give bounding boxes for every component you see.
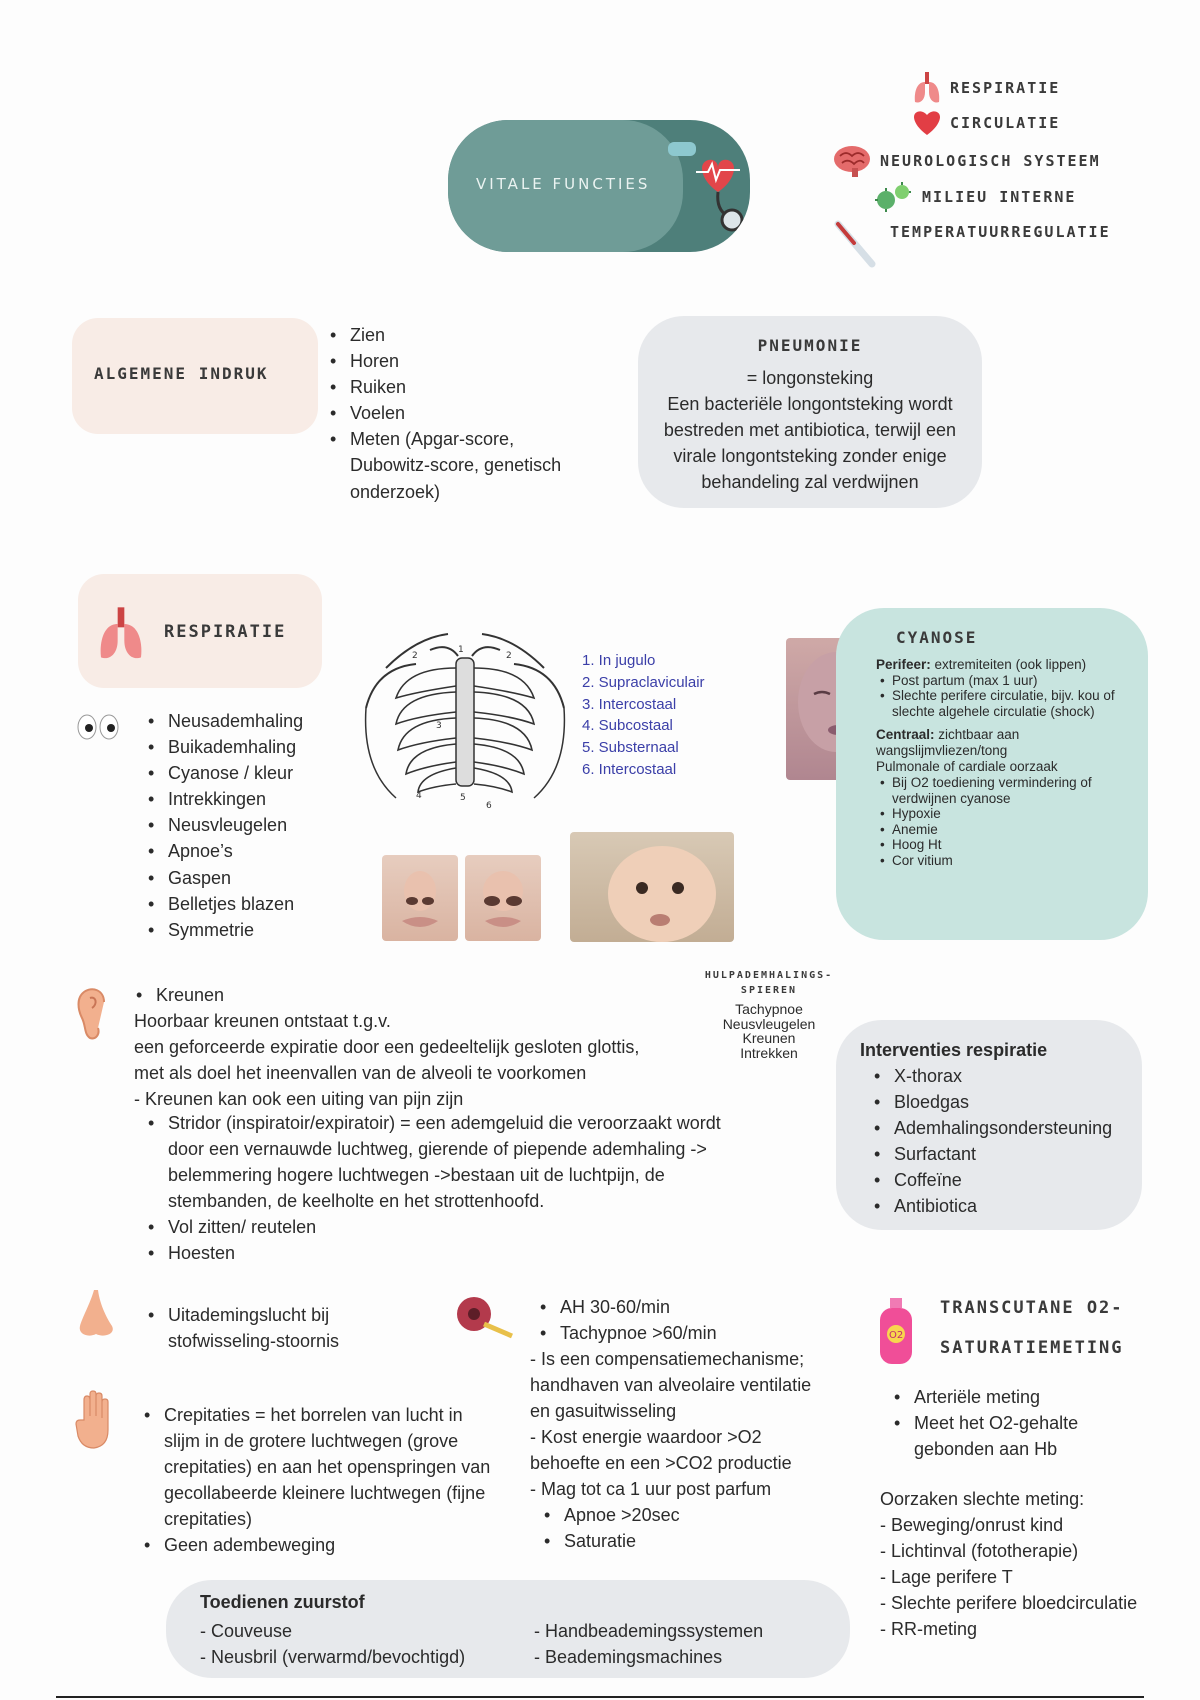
list-item: - Neusbril (verwarmd/bevochtigd) <box>200 1647 466 1668</box>
list-item: • Hoog Ht <box>876 837 1136 853</box>
list-item: Neusvleugelen <box>722 1015 816 1032</box>
list-item: • Slechte perifere circulatie, bijv. kou of slechte algehele circulatie (shock) <box>876 688 1136 719</box>
list-item: • Kreunen <box>132 982 224 1008</box>
pneumonie-definition: = longonsteking <box>746 368 874 388</box>
list-item: • Gaspen <box>144 865 364 891</box>
list-item: 2. Supraclaviculair <box>582 673 705 691</box>
hulpademhaling-title: HULPADEMHALINGS- <box>704 970 834 981</box>
baby-photo <box>570 832 734 942</box>
list-item: - Couveuse <box>200 1621 293 1641</box>
list-item: - Lage perifere T <box>880 1567 1013 1588</box>
text-line: - Is een compensatiemechanisme; <box>530 1349 805 1369</box>
legend-label: RESPIRATIE <box>950 79 1061 97</box>
text-line: Hoorbaar kreunen ontstaat t.g.v. <box>134 1011 391 1031</box>
pneumonie-title: PNEUMONIE <box>757 336 863 355</box>
list-item: • Arteriële meting <box>890 1384 1130 1410</box>
measure-text <box>530 1346 850 1503</box>
interventies-card <box>836 1020 1142 1230</box>
centraal-label: Centraal: <box>876 727 935 743</box>
heart-icon <box>912 108 942 138</box>
text-line: - Kost energie waardoor >O2 <box>530 1427 762 1448</box>
transcutane-title-2: SATURATIEMETING <box>940 1338 1124 1358</box>
list-item: • Horen <box>326 348 566 374</box>
list-item: - RR-meting <box>880 1619 978 1640</box>
list-item: • Stridor (inspiratoir/expiratoir) = een ademgeluid die veroorzaakt wordt door een vernauwde luchtweg, gierende of piepende ademhaling -> belemmering hogere luchtwegen ->bestaan uit de luchtpijn, de stembanden, de keelholte en het strottenhoofd. <box>144 1110 732 1214</box>
list-item: • Geen adembeweging <box>140 1532 500 1558</box>
list-item: • Crepitaties = het borrelen van lucht in slijm in de grotere luchtwegen (grove crepitaties) en aan het openspringen van gecollabeerde kleinere luchtwegen (fijne crepitaties) <box>140 1402 500 1532</box>
list-item: • Uitademingslucht bij stofwisseling-stoornis <box>144 1302 374 1354</box>
list-item: - Beademingsmachines <box>534 1647 723 1668</box>
algemene-indruk-title: ALGEMENE INDRUK <box>94 364 269 383</box>
list-item: • Coffeïne <box>870 1167 1142 1193</box>
svg-text:1: 1 <box>458 645 464 655</box>
ear-icon <box>74 984 112 1040</box>
measure-list-top <box>536 1294 836 1346</box>
hand-icon <box>74 1390 118 1452</box>
list-item: • Intrekkingen <box>144 786 364 812</box>
touch-list <box>140 1402 500 1559</box>
list-item: • Symmetrie <box>144 917 364 943</box>
list-item: - Slechte perifere bloedcirculatie <box>880 1593 1138 1614</box>
legend-label: MILIEU INTERNE <box>922 188 1077 206</box>
list-item: 4. Subcostaal <box>582 717 673 735</box>
algemene-indruk-list <box>326 322 566 505</box>
cyanose-title: CYANOSE <box>896 628 978 647</box>
pneumonie-card <box>638 316 982 508</box>
text-line: handhaven van alveolaire ventilatie <box>530 1375 812 1396</box>
list-item: - Handbeademingssystemen <box>534 1621 764 1641</box>
list-item: • Meten (Apgar-score, Dubowitz-score, genetisch onderzoek) <box>326 426 566 504</box>
text-line: en gasuitwisseling <box>530 1401 677 1422</box>
cyanose-card <box>836 608 1148 940</box>
legend-respiratie <box>912 70 1060 106</box>
list-item: Intrekken <box>740 1045 798 1062</box>
list-item: • Post partum (max 1 uur) <box>876 673 1136 689</box>
svg-text:4: 4 <box>416 791 422 801</box>
list-item: 6. Intercostaal <box>582 760 677 778</box>
legend-milieu <box>872 180 1076 214</box>
list-item: • Ruiken <box>326 374 566 400</box>
list-item: • Cor vitium <box>876 853 1136 869</box>
brain-icon <box>832 144 872 178</box>
list-item: • Neusvleugelen <box>144 812 364 838</box>
svg-text:6: 6 <box>486 801 492 811</box>
retraction-list <box>582 650 705 781</box>
nose-icon <box>76 1288 118 1340</box>
page-title: VITALE FUNCTIES <box>476 175 651 193</box>
text-line: - Mag tot ca 1 uur post parfum <box>530 1479 772 1500</box>
respiratie-observation-list <box>144 708 364 943</box>
hulpademhaling-block <box>684 970 854 1061</box>
zuurstof-title: Toedienen zuurstof <box>200 1592 365 1612</box>
transcutane-title <box>940 1298 1124 1358</box>
text-line: een geforceerde expiratie door een gedeeltelijk gesloten glottis, <box>134 1037 640 1058</box>
text-line: behoefte en een >CO2 productie <box>530 1453 792 1474</box>
lungs-icon <box>912 70 942 106</box>
thorax-illustration <box>356 628 574 828</box>
legend-label: TEMPERATUURREGULATIE <box>890 223 1111 241</box>
list-item: • Hypoxie <box>876 806 1136 822</box>
list-item: • Bloedgas <box>870 1089 1142 1115</box>
algemene-indruk-card <box>72 318 318 434</box>
legend-neurologisch <box>832 144 1101 178</box>
list-item: • Hoesten <box>144 1240 732 1266</box>
list-item: • Saturatie <box>540 1528 800 1554</box>
svg-text:5: 5 <box>460 793 466 803</box>
list-item: • X-thorax <box>870 1063 1142 1089</box>
text-line: met als doel het ineenvallen van de alveoli te voorkomen <box>134 1063 587 1084</box>
list-item: • Bij O2 toediening vermindering of verdwijnen cyanose <box>876 775 1136 806</box>
centraal-line: Pulmonale of cardiale oorzaak <box>876 759 1058 775</box>
list-item: - Lichtinval (fototherapie) <box>880 1541 1079 1562</box>
title-pill <box>448 120 750 252</box>
eyes-icon <box>76 712 120 742</box>
text-line: - Kreunen kan ook een uiting van pijn zijn <box>134 1089 464 1110</box>
stethoscope-heart-icon <box>666 140 746 235</box>
list-item: • Zien <box>326 322 566 348</box>
list-item: • Surfactant <box>870 1141 1142 1167</box>
list-item: • Belletjes blazen <box>144 891 364 917</box>
transcutane-list <box>890 1384 1130 1462</box>
zuurstof-card <box>166 1580 850 1678</box>
list-item: • Apnoe’s <box>144 838 364 864</box>
oorzaken-title: Oorzaken slechte meting: <box>880 1489 1085 1509</box>
list-item: • Vol zitten/ reutelen <box>144 1214 732 1240</box>
list-item: 3. Intercostaal <box>582 695 677 713</box>
list-item: 5. Substernaal <box>582 739 679 756</box>
svg-text:2: 2 <box>412 651 418 661</box>
list-item: • Buikademhaling <box>144 734 364 760</box>
virus-icon <box>872 180 914 214</box>
legend-circulatie <box>912 108 1060 138</box>
list-item: Kreunen <box>742 1030 796 1047</box>
list-item: • AH 30-60/min <box>536 1294 836 1320</box>
transcutane-title-1: TRANSCUTANE O2- <box>940 1298 1124 1318</box>
legend-temperatuur <box>832 218 1111 274</box>
measure-list-bottom <box>540 1502 800 1554</box>
list-item: • Voelen <box>326 400 566 426</box>
centraal-text: zichtbaar aan wangslijmvliezen/tong <box>876 727 1020 759</box>
svg-text:2: 2 <box>506 651 512 661</box>
smell-list <box>144 1302 374 1354</box>
svg-text:O2: O2 <box>889 1330 904 1341</box>
perifeer-label: Perifeer: <box>876 657 931 672</box>
hulpademhaling-title-2: SPIEREN <box>740 985 798 996</box>
cyanose-content <box>822 657 1136 868</box>
thermometer-icon <box>832 218 882 274</box>
list-item: • Antibiotica <box>870 1193 1142 1219</box>
tape-measure-icon <box>454 1294 518 1342</box>
pneumonie-text: Een bacteriële longontsteking wordt bestreden met antibiotica, terwijl een virale longontsteking zonder enige behandeling zal verdwijnen <box>663 394 957 493</box>
nose-photo <box>382 855 458 941</box>
perifeer-text: extremiteiten (ook lippen) <box>930 657 1087 672</box>
oxygen-tank-icon <box>876 1294 922 1368</box>
list-item: • Neusademhaling <box>144 708 364 734</box>
hearing-bullet <box>132 982 224 1008</box>
list-item: • Meet het O2-gehalte gebonden aan Hb <box>890 1410 1130 1462</box>
oorzaken-block <box>880 1486 1140 1643</box>
legend-label: CIRCULATIE <box>950 114 1061 132</box>
legend-label: NEUROLOGISCH SYSTEEM <box>880 152 1101 170</box>
interventies-title: Interventies respiratie <box>860 1040 1048 1060</box>
respiratie-title: RESPIRATIE <box>164 622 287 642</box>
bottom-divider <box>56 1696 1144 1698</box>
list-item: • Tachypnoe >60/min <box>536 1320 836 1346</box>
list-item: - Beweging/onrust kind <box>880 1515 1064 1536</box>
hearing-list <box>144 1110 732 1267</box>
list-item: • Cyanose / kleur <box>144 760 364 786</box>
lungs-icon <box>94 604 148 664</box>
list-item: Tachypnoe <box>735 1001 803 1017</box>
respiratie-card <box>78 574 322 688</box>
list-item: 1. In jugulo <box>582 652 656 669</box>
hearing-text <box>134 1008 734 1112</box>
svg-text:3: 3 <box>436 721 442 731</box>
nose-flaring-photo <box>465 855 541 941</box>
list-item: • Apnoe >20sec <box>540 1502 800 1528</box>
list-item: • Ademhalingsondersteuning <box>870 1115 1142 1141</box>
list-item: • Anemie <box>876 822 1136 838</box>
